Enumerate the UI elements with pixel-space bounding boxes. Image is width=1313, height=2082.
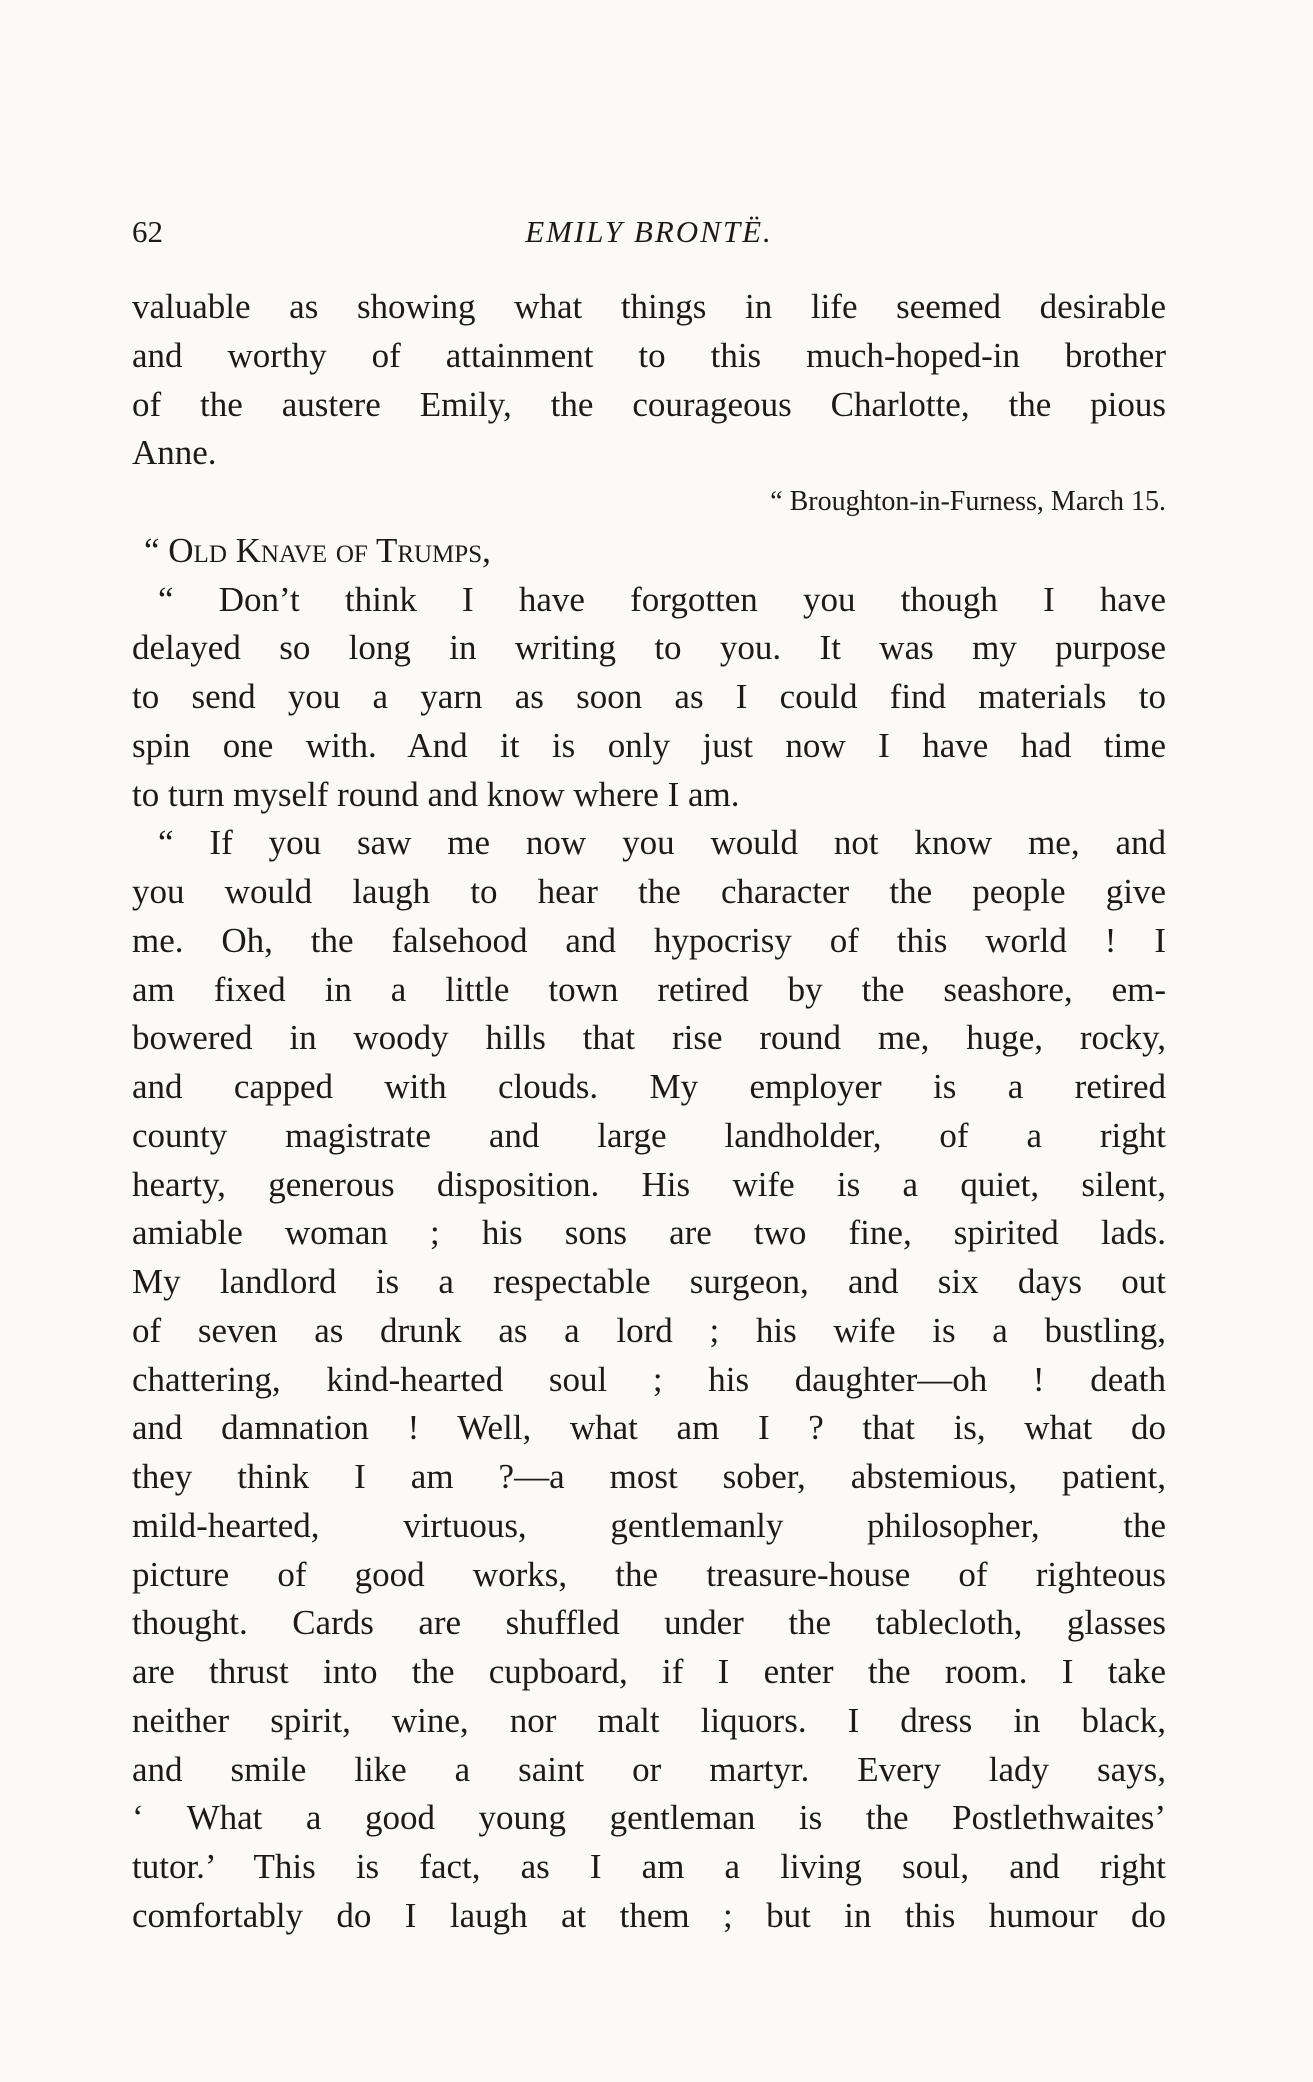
- text-line: spin one with. And it is only just now I have had time: [132, 725, 1166, 765]
- body-text: [132, 283, 1166, 1941]
- letter-salutation: “ Old Knave of Trumps,: [144, 530, 491, 570]
- text-line: valuable as showing what things in life seemed desirable: [132, 287, 1166, 326]
- text-line: picture of good works, the treasure-house of righteous: [132, 1554, 1166, 1594]
- text-line: My landlord is a respectable surgeon, and six days out: [132, 1262, 1166, 1301]
- text-line: me. Oh, the falsehood and hypocrisy of this world ! I: [132, 920, 1166, 960]
- text-line: bowered in woody hills that rise round me, huge, rocky,: [132, 1018, 1166, 1058]
- text-line: of seven as drunk as a lord ; his wife is a bustling,: [132, 1310, 1166, 1350]
- text-line: hearty, generous disposition. His wife is a quiet, silent,: [132, 1164, 1166, 1204]
- text-line: delayed so long in writing to you. It was my purpose: [132, 628, 1166, 668]
- text-line: comfortably do I laugh at them ; but in this humour do: [132, 1895, 1166, 1935]
- text-line: and worthy of attainment to this much-hoped-in brother: [132, 335, 1166, 375]
- running-title: EMILY BRONTË.: [525, 214, 773, 249]
- text-line: “ Don’t think I have forgotten you though I have: [158, 579, 1166, 619]
- text-line: county magistrate and large landholder, of a right: [132, 1115, 1166, 1155]
- text-line: they think I am ?—a most sober, abstemious, patient,: [132, 1457, 1166, 1496]
- text-line: chattering, kind-hearted soul ; his daughter—oh ! death: [132, 1359, 1166, 1399]
- text-line: you would laugh to hear the character the people give: [132, 872, 1166, 911]
- text-line: thought. Cards are shuffled under the tablecloth, glasses: [132, 1603, 1166, 1643]
- page-header: [132, 214, 1166, 254]
- text-line: tutor.’ This is fact, as I am a living soul, and right: [132, 1847, 1166, 1886]
- text-line: Anne.: [132, 433, 217, 473]
- text-line: and smile like a saint or martyr. Every lady says,: [132, 1749, 1166, 1789]
- text-line: mild-hearted, virtuous, gentlemanly philosopher, the: [132, 1505, 1166, 1545]
- text-line: neither spirit, wine, nor malt liquors. I dress in black,: [132, 1700, 1166, 1740]
- letter-dateline: “ Broughton-in-Furness, March 15.: [770, 486, 1166, 517]
- text-line: and damnation ! Well, what am I ? that is, what do: [132, 1408, 1166, 1448]
- text-line: amiable woman ; his sons are two fine, spirited lads.: [132, 1213, 1166, 1253]
- text-line: to send you a yarn as soon as I could find materials to: [132, 677, 1166, 716]
- text-line: “ If you saw me now you would not know me, and: [158, 823, 1166, 863]
- text-line: of the austere Emily, the courageous Charlotte, the pious: [132, 384, 1166, 424]
- text-line: to turn myself round and know where I am.: [132, 774, 740, 814]
- text-line: are thrust into the cupboard, if I enter the room. I take: [132, 1652, 1166, 1691]
- text-line: ‘ What a good young gentleman is the Postlethwaites’: [132, 1798, 1166, 1838]
- page-number: 62: [132, 214, 163, 249]
- text-line: and capped with clouds. My employer is a retired: [132, 1067, 1166, 1106]
- text-line: am fixed in a little town retired by the seashore, em-: [132, 969, 1166, 1009]
